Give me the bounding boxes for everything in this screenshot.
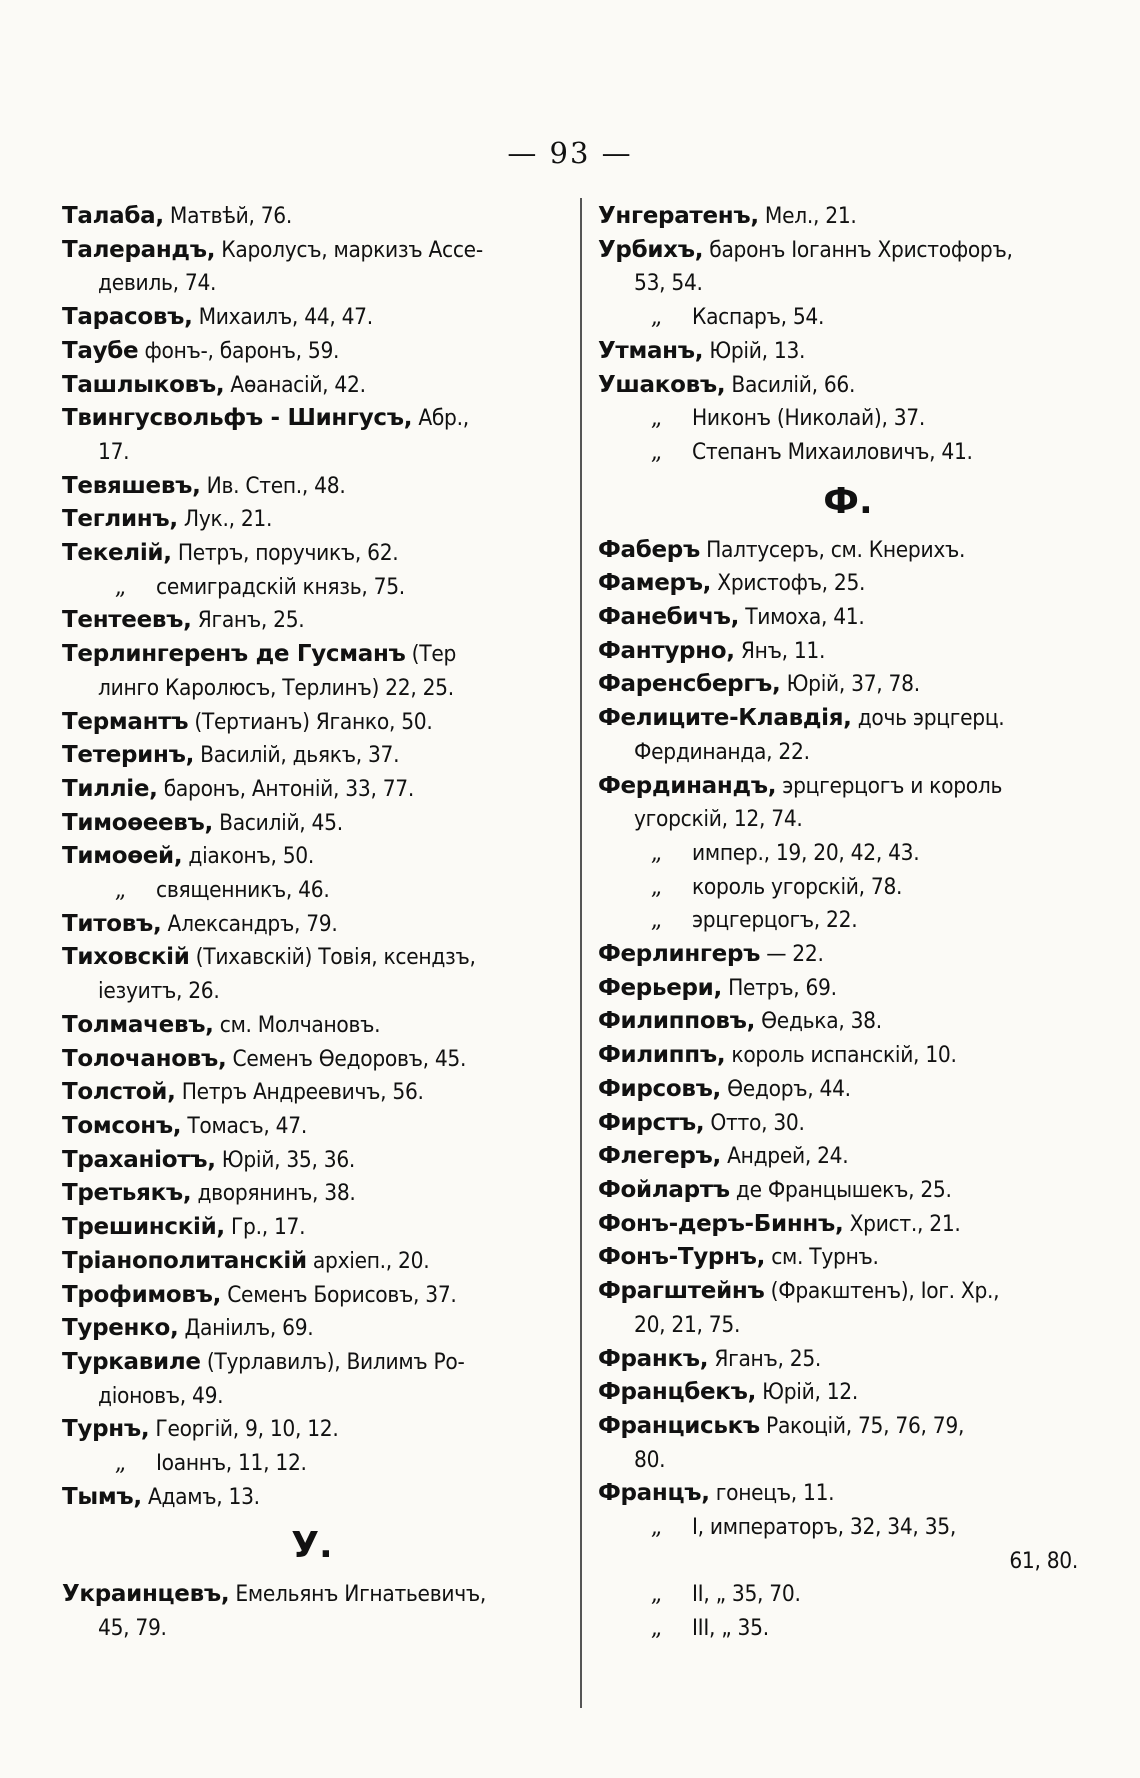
entry-details: Мел., 21.	[758, 203, 857, 229]
index-entry	[598, 267, 1098, 301]
index-entry	[598, 803, 1098, 837]
entry-name: Терлингеренъ де Гусманъ	[62, 641, 406, 668]
index-entry	[598, 1275, 1098, 1309]
entry-name: Филиппъ,	[598, 1042, 726, 1069]
index-entry	[598, 1545, 1098, 1579]
entry-name: Талерандъ,	[62, 236, 216, 263]
entry-name: Тиховскій	[62, 944, 190, 971]
index-entry	[62, 1144, 562, 1178]
entry-name: Тилліе,	[62, 775, 158, 802]
entry-details: импер., 19, 20, 42, 43.	[692, 839, 920, 866]
index-entry	[62, 604, 562, 638]
entry-name: Таубе	[62, 337, 139, 364]
entry-details: I, императоръ, 32, 34, 35,	[692, 1514, 956, 1541]
index-entry	[598, 1376, 1098, 1410]
index-entry	[598, 534, 1098, 568]
index-entry	[598, 736, 1098, 770]
ditto-mark: „	[650, 405, 662, 432]
entry-details: Христофъ, 25.	[711, 570, 866, 597]
index-entry	[62, 638, 562, 672]
entry-details: Семенъ Ѳедоровъ, 45.	[226, 1045, 467, 1072]
entry-name: Фрагштейнъ	[598, 1278, 765, 1305]
index-entry	[598, 1073, 1098, 1107]
entry-name: Фамеръ,	[598, 570, 712, 597]
index-entry	[62, 1279, 562, 1313]
index-entry	[62, 470, 562, 504]
entry-name: Фонъ-деръ-Биннъ,	[598, 1210, 844, 1237]
index-entry	[598, 1444, 1098, 1478]
entry-name: Франциськъ	[598, 1412, 760, 1439]
entry-details: священникъ, 46.	[156, 877, 330, 904]
index-entry	[598, 1005, 1098, 1039]
entry-details: 45, 79.	[98, 1615, 167, 1642]
entry-details: король испанскій, 10.	[725, 1042, 957, 1069]
entry-details: іезуитъ, 26.	[98, 978, 220, 1005]
entry-name: Фаренсбергъ,	[598, 671, 781, 698]
index-entry	[62, 1043, 562, 1077]
index-column-left	[62, 200, 562, 1646]
index-entry	[598, 567, 1098, 601]
entry-details: баронъ, Антоній, 33, 77.	[157, 775, 414, 802]
entry-name: Ташлыковъ,	[62, 371, 225, 398]
index-entry	[62, 874, 562, 908]
index-entry	[62, 1346, 562, 1380]
entry-details: гонецъ, 11.	[709, 1480, 835, 1507]
entry-details: (Турлавилъ), Вилимъ Ро-	[200, 1348, 465, 1375]
entry-details: Тимоха, 41.	[739, 604, 865, 631]
entry-details: эрцгерцогъ, 22.	[692, 907, 858, 934]
entry-details: Ѳедька, 38.	[755, 1008, 882, 1035]
entry-name: Турнъ,	[62, 1416, 150, 1443]
index-entry	[62, 301, 562, 335]
entry-name: Третьякъ,	[62, 1180, 192, 1207]
index-entry	[62, 807, 562, 841]
index-entry	[62, 840, 562, 874]
entry-name: Фердинандъ,	[598, 772, 777, 799]
index-entry	[598, 871, 1098, 905]
entry-details: эрцгерцогъ и король	[776, 772, 1003, 799]
entry-details: III, „ 35.	[692, 1615, 769, 1642]
entry-details: Яганъ, 25.	[708, 1345, 822, 1372]
section-letter: У.	[291, 1525, 333, 1567]
entry-name: Фирстъ,	[598, 1109, 705, 1136]
index-entry	[62, 571, 562, 605]
entry-name: Фирсовъ,	[598, 1075, 721, 1102]
index-entry	[62, 1413, 562, 1447]
entry-name: Фелиците-Клавдія,	[598, 705, 852, 732]
entry-name: Тимоѳей,	[62, 843, 183, 870]
entry-name: Ферьери,	[598, 974, 722, 1001]
entry-name: Трофимовъ,	[62, 1281, 222, 1308]
index-entry	[62, 1578, 562, 1612]
entry-name: Тевяшевъ,	[62, 472, 201, 499]
entry-details: Василій, дьякъ, 37.	[194, 742, 400, 769]
index-entry	[62, 941, 562, 975]
ditto-mark: „	[650, 438, 662, 465]
entry-details: Аѳанасій, 42.	[224, 371, 366, 398]
ditto-mark: „	[114, 1450, 126, 1477]
index-entry	[62, 1380, 562, 1414]
index-entry	[62, 1312, 562, 1346]
index-entry	[62, 200, 562, 234]
index-entry	[598, 301, 1098, 335]
entry-name: Францъ,	[598, 1480, 710, 1507]
entry-details: де Францышекъ, 25.	[729, 1176, 952, 1203]
entry-name: Теглинъ,	[62, 506, 178, 533]
index-entry	[598, 972, 1098, 1006]
ditto-mark: „	[650, 839, 662, 866]
entry-details: Василій, 45.	[212, 809, 343, 836]
index-entry	[598, 1578, 1098, 1612]
index-entry	[62, 402, 562, 436]
entry-details: девиль, 74.	[98, 270, 217, 297]
index-entry	[598, 938, 1098, 972]
index-entry	[598, 1140, 1098, 1174]
entry-name: Фанебичъ,	[598, 604, 740, 631]
entry-details: Абр.,	[412, 405, 469, 432]
index-entry	[598, 436, 1098, 470]
entry-details: Каспаръ, 54.	[692, 304, 825, 331]
entry-details: Отто, 30.	[704, 1109, 805, 1136]
column-divider	[580, 198, 582, 1708]
entry-details: Емельянъ Игнатьевичъ,	[229, 1581, 486, 1608]
entry-name: Туркавиле	[62, 1348, 201, 1375]
entry-name: Фонъ-Турнъ,	[598, 1244, 766, 1271]
index-entry	[598, 200, 1098, 234]
entry-details: Юрій, 35, 36.	[215, 1146, 356, 1173]
ditto-mark: „	[650, 873, 662, 900]
entry-details: 53, 54.	[634, 270, 703, 297]
ditto-mark: „	[650, 304, 662, 331]
entry-details: Палтусеръ, см. Кнерихъ.	[699, 536, 966, 563]
index-entry	[62, 1612, 562, 1646]
entry-name: Ушаковъ,	[598, 371, 726, 398]
entry-details: II, „ 35, 70.	[692, 1581, 801, 1608]
ditto-mark: „	[650, 907, 662, 934]
entry-name: Тріанополитанскій	[62, 1247, 307, 1274]
entry-details: 20, 21, 75.	[634, 1311, 741, 1338]
entry-details: Ѳедоръ, 44.	[721, 1075, 851, 1102]
entry-details: Іоаннъ, 11, 12.	[156, 1450, 307, 1477]
index-entry	[62, 773, 562, 807]
ditto-mark: „	[650, 1514, 662, 1541]
index-entry	[598, 904, 1098, 938]
index-entry	[598, 1107, 1098, 1141]
entry-details: (Тер	[405, 641, 457, 668]
entry-details: Андрей, 24.	[720, 1143, 849, 1170]
entry-name: Твингусвольфъ - Шингусъ,	[62, 405, 413, 432]
entry-name: Талаба,	[62, 203, 164, 229]
ditto-mark: „	[114, 573, 126, 600]
index-entry	[62, 234, 562, 268]
entry-details: Адамъ, 13.	[141, 1483, 260, 1510]
index-entry	[62, 1009, 562, 1043]
entry-details: см. Турнъ.	[765, 1244, 879, 1271]
entry-details: Яганъ, 25.	[191, 607, 305, 634]
index-entry	[62, 1211, 562, 1245]
entry-details: Петръ, 69.	[721, 974, 837, 1001]
index-entry	[62, 1110, 562, 1144]
entry-name: Ферлингеръ	[598, 941, 761, 968]
ditto-mark: „	[650, 1615, 662, 1642]
entry-name: Толстой,	[62, 1079, 176, 1106]
index-entry	[62, 335, 562, 369]
entry-name: Фаберъ	[598, 536, 700, 563]
index-entry	[62, 369, 562, 403]
entry-details: Юрій, 37, 78.	[780, 671, 920, 698]
entry-details: Томасъ, 47.	[181, 1112, 307, 1139]
index-entry	[62, 537, 562, 571]
entry-details: Петръ Андреевичъ, 56.	[175, 1079, 424, 1106]
entry-name: Францбекъ,	[598, 1379, 757, 1406]
entry-name: Унгератенъ,	[598, 203, 759, 229]
entry-name: Термантъ	[62, 708, 189, 735]
entry-details: дочь эрцгерц.	[851, 705, 1005, 732]
index-entry	[598, 1612, 1098, 1646]
entry-details: 17.	[98, 438, 130, 465]
index-entry	[598, 369, 1098, 403]
entry-name: Текелій,	[62, 540, 172, 567]
index-entry	[598, 601, 1098, 635]
index-entry	[598, 1343, 1098, 1377]
index-entry	[62, 436, 562, 470]
index-entry	[598, 837, 1098, 871]
index-entry	[598, 702, 1098, 736]
entry-details: (Тихавскій) Товія, ксендзъ,	[189, 944, 476, 971]
entry-details: діаконъ, 50.	[182, 843, 315, 870]
entry-details: Матвѣй, 76.	[163, 203, 292, 229]
entry-details: Никонъ (Николай), 37.	[692, 405, 925, 432]
index-entry	[598, 1511, 1098, 1545]
entry-name: Толочановъ,	[62, 1045, 227, 1072]
index-entry	[598, 1174, 1098, 1208]
index-entry	[62, 1177, 562, 1211]
entry-name: Тарасовъ,	[62, 304, 193, 331]
entry-name: Тентеевъ,	[62, 607, 192, 634]
entry-name: Украинцевъ,	[62, 1581, 230, 1608]
index-entry	[598, 1410, 1098, 1444]
entry-details: Даніилъ, 69.	[178, 1315, 314, 1342]
entry-details: Лук., 21.	[177, 506, 273, 533]
entry-details: Каролусъ, маркизъ Ассе-	[215, 236, 483, 263]
entry-details: Юрій, 13.	[703, 337, 806, 364]
entry-name: Урбихъ,	[598, 236, 704, 263]
index-column-right	[598, 200, 1098, 1646]
index-entry	[598, 402, 1098, 436]
entry-name: Толмачевъ,	[62, 1011, 214, 1038]
entry-details: архіеп., 20.	[306, 1247, 430, 1274]
index-entry	[598, 668, 1098, 702]
index-entry	[62, 672, 562, 706]
ditto-mark: „	[114, 877, 126, 904]
index-entry	[62, 1076, 562, 1110]
entry-details: фонъ-, баронъ, 59.	[138, 337, 340, 364]
index-entry	[598, 770, 1098, 804]
entry-details: (Тертианъ) Яганко, 50.	[188, 708, 433, 735]
entry-name: Утманъ,	[598, 337, 704, 364]
entry-details: Фердинанда, 22.	[634, 738, 810, 765]
page-number: — 93 —	[507, 136, 633, 170]
entry-name: Трешинскій,	[62, 1214, 225, 1241]
entry-details: 61, 80.	[1009, 1547, 1078, 1574]
index-entry	[62, 975, 562, 1009]
entry-details: Семенъ Борисовъ, 37.	[221, 1281, 457, 1308]
entry-details: линго Каролюсъ, Терлинъ) 22, 25.	[98, 674, 454, 701]
entry-details: король угорскій, 78.	[692, 873, 903, 900]
index-entry	[62, 503, 562, 537]
entry-name: Флегеръ,	[598, 1143, 721, 1170]
entry-name: Титовъ,	[62, 910, 162, 937]
entry-name: Фантурно,	[598, 637, 735, 664]
index-entry	[62, 1447, 562, 1481]
entry-details: Ракоцій, 75, 76, 79,	[759, 1412, 965, 1439]
index-entry	[62, 1245, 562, 1279]
entry-details: 80.	[634, 1446, 666, 1473]
entry-details: Янъ, 11.	[734, 637, 826, 664]
entry-name: Туренко,	[62, 1315, 179, 1342]
section-letter: Ф.	[823, 480, 873, 522]
entry-details: семиградскій князь, 75.	[156, 573, 405, 600]
entry-name: Филипповъ,	[598, 1008, 756, 1035]
entry-details: угорскій, 12, 74.	[634, 806, 803, 833]
entry-details: Гр., 17.	[224, 1214, 306, 1241]
entry-details: см. Молчановъ.	[213, 1011, 381, 1038]
index-entry	[62, 1481, 562, 1515]
index-entry	[598, 335, 1098, 369]
index-entry	[598, 1208, 1098, 1242]
index-entry	[598, 1309, 1098, 1343]
entry-details: Михаилъ, 44, 47.	[192, 304, 373, 331]
entry-details: Ив. Степ., 48.	[200, 472, 346, 499]
entry-details: Александръ, 79.	[161, 910, 338, 937]
entry-name: Траханіотъ,	[62, 1146, 216, 1173]
entry-name: Тымъ,	[62, 1483, 142, 1510]
index-entry	[598, 1039, 1098, 1073]
entry-name: Томсонъ,	[62, 1112, 182, 1139]
entry-details: дворянинъ, 38.	[191, 1180, 356, 1207]
entry-name: Тимоѳеевъ,	[62, 809, 213, 836]
entry-details: Юрій, 12.	[756, 1379, 858, 1406]
entry-details: Георгій, 9, 10, 12.	[149, 1416, 339, 1443]
index-entry	[598, 1477, 1098, 1511]
entry-name: Франкъ,	[598, 1345, 709, 1372]
entry-details: — 22.	[760, 941, 824, 968]
ditto-mark: „	[650, 1581, 662, 1608]
index-entry	[62, 908, 562, 942]
index-entry	[62, 706, 562, 740]
index-entry	[62, 267, 562, 301]
entry-details: Василій, 66.	[725, 371, 856, 398]
entry-name: Тетеринъ,	[62, 742, 195, 769]
entry-details: баронъ Іоганнъ Христофоръ,	[703, 236, 1013, 263]
entry-details: (Фракштенъ), Іог. Хр.,	[764, 1278, 1000, 1305]
entry-details: діоновъ, 49.	[98, 1382, 224, 1409]
index-entry	[598, 635, 1098, 669]
entry-details: Христ., 21.	[843, 1210, 961, 1237]
index-entry	[598, 234, 1098, 268]
index-entry	[62, 739, 562, 773]
entry-details: Степанъ Михаиловичъ, 41.	[692, 438, 973, 465]
entry-name: Фойлартъ	[598, 1176, 730, 1203]
entry-details: Петръ, поручикъ, 62.	[171, 540, 399, 567]
index-entry	[598, 1241, 1098, 1275]
